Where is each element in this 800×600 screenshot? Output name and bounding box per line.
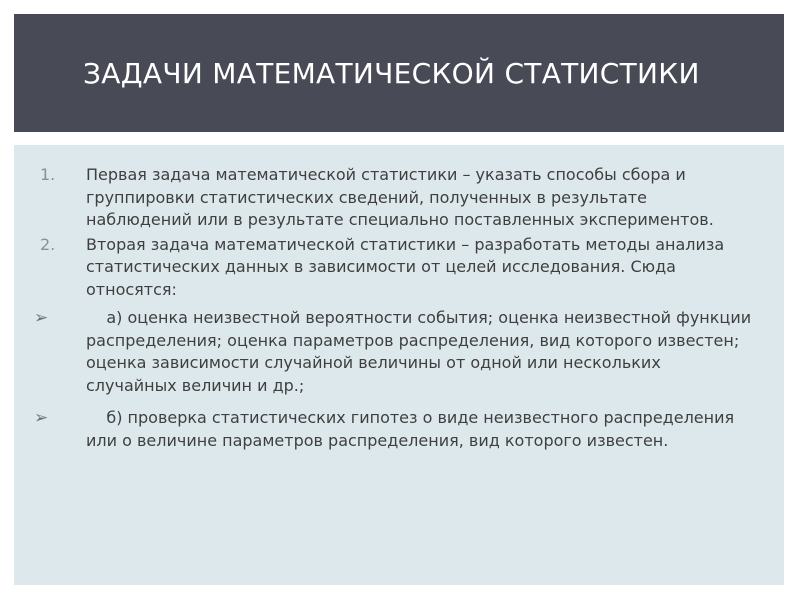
- slide-title: ЗАДАЧИ МАТЕМАТИЧЕСКОЙ СТАТИСТИКИ: [83, 56, 700, 90]
- list-number-2: 2.: [40, 234, 56, 254]
- arrow-bullet-icon: ➢: [34, 408, 49, 428]
- list-item: [14, 307, 784, 397]
- list-item-text: Первая задача математической статистики – указать способы сбора и группировки статистических сведений, полученных в результате наблюдений или в результате специально поставленных экспериментов.: [86, 165, 714, 229]
- list-number-1: 1.: [40, 165, 56, 184]
- list-item: [14, 407, 784, 452]
- title-bar: [14, 14, 784, 132]
- list-item: [14, 234, 784, 302]
- arrow-bullet-icon: ➢: [34, 308, 49, 328]
- list-item-text: а) оценка неизвестной вероятности события; оценка неизвестной функции распределения; оценка параметров распределения, вид которого известен; оценка зависимости случайной величины от одной или нескольких случайных величин и др.;: [86, 308, 752, 395]
- content-panel: [14, 145, 784, 585]
- task-list: [14, 164, 784, 452]
- list-item: [14, 164, 784, 232]
- list-item-text: Вторая задача математической статистики – разработать методы анализа статистических данных в зависимости от целей исследования. Сюда относятся:: [86, 234, 725, 299]
- list-item-text: б) проверка статистических гипотез о виде неизвестного распределения или о величине параметров распределения, вид которого известен.: [86, 408, 735, 450]
